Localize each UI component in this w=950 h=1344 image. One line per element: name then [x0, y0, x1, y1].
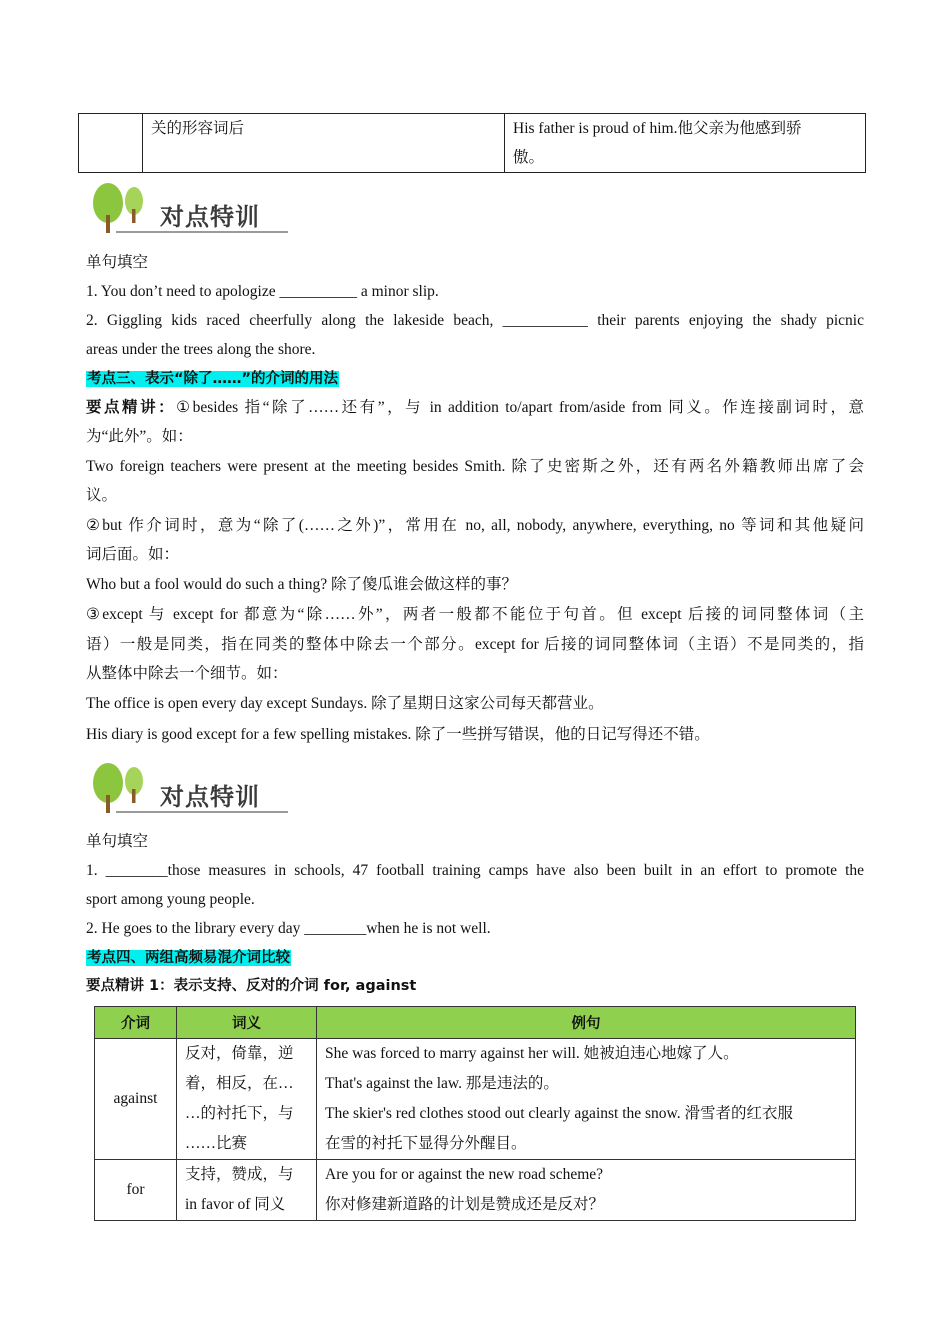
question-2-cont: areas under the trees along the shore. [86, 341, 316, 358]
tree-icon [86, 175, 156, 235]
question-1-cont: sport among young people. [86, 891, 255, 908]
point-3-title: 考点三、表示“除了……”的介词的用法 [87, 371, 339, 387]
point-3-l3: Two foreign teachers were present at the meeting besides Smith. 除了史密斯之外，还有两名外籍教师出席了会 [86, 458, 864, 475]
point-3-l11: The office is open every day except Sundays. 除了星期日这家公司每天都营业。 [86, 695, 604, 712]
point-3-l7: Who but a fool would do such a thing? 除了傻瓜谁会做这样的事？ [86, 576, 517, 593]
cell-word: against [95, 1039, 177, 1160]
table-cell-empty [79, 114, 143, 173]
key-points-label: 要点精讲： [86, 399, 177, 416]
table-cell-example: His father is proud of him.他父亲为他感到骄 傲。 [505, 114, 866, 173]
point-3-l6: 词后面。如： [86, 546, 180, 563]
point-3-l1: 要点精讲：①besides 指“除了……还有”，与 in addition to/apart from/aside from 同义。作连接副词时，意 [86, 399, 864, 416]
section-heading: 单句填空 [86, 833, 149, 850]
table-cell-usage: 关的形容词后 [143, 114, 505, 173]
point-4-subtitle: 要点精讲 1：表示支持、反对的介词 for, against [86, 978, 417, 994]
point-3-l10: 从整体中除去一个细节。如： [86, 665, 288, 682]
cell-examples: Are you for or against the new road scheme? 你对修建新道路的计划是赞成还是反对？ [317, 1160, 856, 1221]
cell-examples: She was forced to marry against her will. 她被迫违心地嫁了人。 That's against the law. 那是违法的。 The skier's red clothes stood out clearly against the snow. 滑雪者的红衣服 在雪的衬托下显得分外醒目。 [317, 1039, 856, 1160]
header-meaning: 词义 [177, 1007, 317, 1039]
point-3-l12: His diary is good except for a few spelling mistakes. 除了一些拼写错误，他的日记写得还不错。 [86, 726, 710, 743]
cell-word: for [95, 1160, 177, 1221]
banner-title: 对点特训 [160, 783, 260, 811]
preposition-table [94, 1006, 856, 1221]
practice-banner [86, 175, 296, 235]
tree-icon [86, 755, 156, 815]
question-2: 2. He goes to the library every day ________when he is not well. [86, 920, 491, 937]
point-3-l2: 为“此外”。如： [86, 428, 193, 445]
practice-banner [86, 755, 296, 815]
point-3-l4: 议。 [86, 487, 118, 504]
point-3-l8: ③except 与 except for 都意为“除……外”，两者一般都不能位于句首。但 except 后接的词同整体词（主 [86, 606, 864, 623]
header-preposition: 介词 [95, 1007, 177, 1039]
point-3-l5: ②but 作介词时，意为“除了(……之外)”，常用在 no, all, nobody, anywhere, everything, no 等词和其他疑问 [86, 517, 864, 534]
table-row [95, 1039, 856, 1160]
continued-table [78, 113, 866, 173]
point-3-l9: 语）一般是同类，指在同类的整体中除去一个部分。except for 后接的词同整体词（主语）不是同类的，指 [86, 636, 864, 653]
question-1: 1. ________those measures in schools, 47 football training camps have also been built in an effort to promote the [86, 862, 864, 879]
question-1: 1. You don’t need to apologize __________ a minor slip. [86, 283, 439, 300]
table-row [95, 1160, 856, 1221]
cell-meaning: 支持，赞成，与 in favor of 同义 [177, 1160, 317, 1221]
banner-underline [116, 811, 288, 813]
banner-title: 对点特训 [160, 203, 260, 231]
header-example: 例句 [317, 1007, 856, 1039]
point-4-title: 考点四、两组高频易混介词比较 [87, 950, 290, 966]
section-heading: 单句填空 [86, 254, 149, 271]
question-2: 2. Giggling kids raced cheerfully along the lakeside beach, ___________ their parents enjoying the shady picnic [86, 312, 864, 329]
cell-meaning: 反对，倚靠，逆 着，相反，在… …的衬托下，与 ……比赛 [177, 1039, 317, 1160]
banner-underline [116, 231, 288, 233]
